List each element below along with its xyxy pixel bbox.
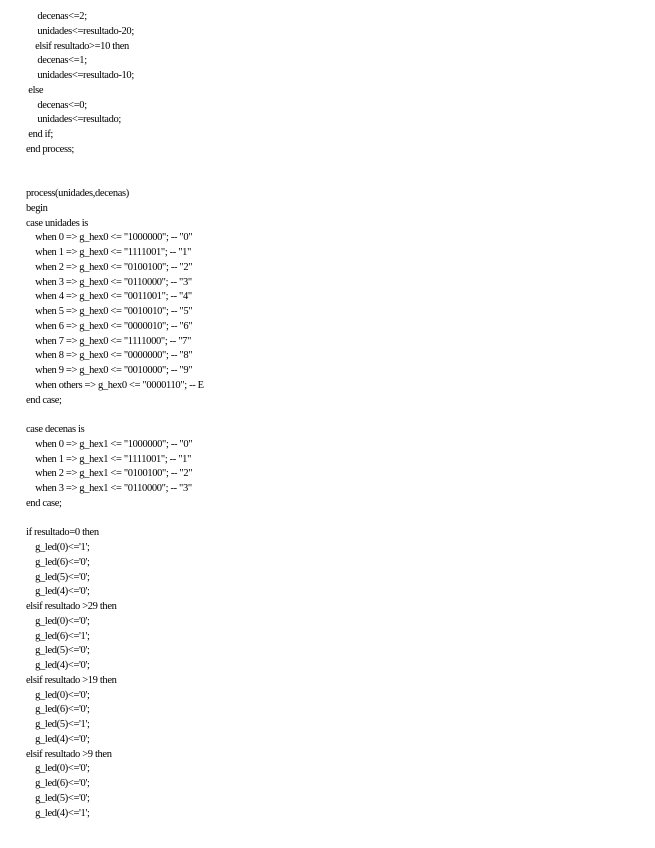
code-line: g_led(5)<='0'; <box>26 792 90 804</box>
code-line: case unidades is <box>26 217 89 229</box>
code-line: elsif resultado >29 then <box>26 601 117 612</box>
code-line: if resultado=0 then <box>26 527 99 539</box>
code-line: when 3 => g_hex1 <= "0110000"; -- "3" <box>26 483 192 494</box>
code-line <box>26 158 204 173</box>
code-line: when 3 => g_hex0 <= "0110000"; -- "3" <box>26 276 192 288</box>
code-line: g_led(5)<='0'; <box>26 571 90 583</box>
code-line: case decenas is <box>26 424 85 435</box>
code-line: when 4 => g_hex0 <= "0011001"; -- "4" <box>26 291 192 303</box>
code-line: end case; <box>26 497 62 509</box>
code-listing <box>26 10 204 821</box>
code-line: g_led(4)<='0'; <box>26 660 90 671</box>
code-line: decenas<=1; <box>26 55 87 67</box>
code-line: when 6 => g_hex0 <= "0000010"; -- "6" <box>26 320 193 332</box>
code-line: g_led(0)<='0'; <box>26 689 90 701</box>
code-line: g_led(0)<='1'; <box>26 542 90 553</box>
code-line: else <box>26 84 44 96</box>
code-line: g_led(0)<='0'; <box>26 763 90 775</box>
code-line: when others => g_hex0 <= "0000110"; -- E <box>26 379 204 391</box>
code-line: process(unidades,decenas) <box>26 188 129 199</box>
code-line: when 7 => g_hex0 <= "1111000"; -- "7" <box>26 335 192 347</box>
code-line: elsif resultado >9 then <box>26 748 112 760</box>
code-line: g_led(4)<='0'; <box>26 733 90 745</box>
code-line: when 8 => g_hex0 <= "0000000"; -- "8" <box>26 350 193 362</box>
code-line: when 0 => g_hex0 <= "1000000"; -- "0" <box>26 232 193 244</box>
code-line: when 1 => g_hex1 <= "1111001"; -- "1" <box>26 453 192 465</box>
code-line <box>26 172 204 187</box>
code-line <box>26 408 204 423</box>
code-line: when 0 => g_hex1 <= "1000000"; -- "0" <box>26 438 193 450</box>
code-line: elsif resultado >19 then <box>26 674 117 686</box>
code-line: g_led(6)<='0'; <box>26 778 90 789</box>
code-line: end case; <box>26 394 62 406</box>
code-line: when 9 => g_hex0 <= "0010000"; -- "9" <box>26 365 193 376</box>
code-line: when 2 => g_hex1 <= "0100100"; -- "2" <box>26 468 193 480</box>
code-line: g_led(6)<='1'; <box>26 630 90 642</box>
code-line: elsif resultado>=10 then <box>26 40 129 52</box>
code-line: g_led(0)<='0'; <box>26 615 90 627</box>
code-line: g_led(6)<='0'; <box>26 704 90 716</box>
code-line: g_led(5)<='1'; <box>26 719 90 730</box>
code-line: end process; <box>26 143 74 155</box>
code-line <box>26 512 204 527</box>
code-line: begin <box>26 202 48 214</box>
code-line: end if; <box>26 129 53 140</box>
code-line: decenas<=2; <box>26 11 87 22</box>
code-line: g_led(6)<='0'; <box>26 556 90 568</box>
code-line: g_led(4)<='0'; <box>26 586 90 598</box>
code-line: unidades<=resultado-20; <box>26 25 134 37</box>
code-line: when 5 => g_hex0 <= "0010010"; -- "5" <box>26 306 193 317</box>
code-line: unidades<=resultado; <box>26 114 121 126</box>
code-line: g_led(5)<='0'; <box>26 645 90 657</box>
code-line: decenas<=0; <box>26 99 87 111</box>
code-line: when 1 => g_hex0 <= "1111001"; -- "1" <box>26 247 192 258</box>
code-line: when 2 => g_hex0 <= "0100100"; -- "2" <box>26 261 193 273</box>
code-line: g_led(4)<='1'; <box>26 807 90 819</box>
code-line: unidades<=resultado-10; <box>26 70 134 81</box>
